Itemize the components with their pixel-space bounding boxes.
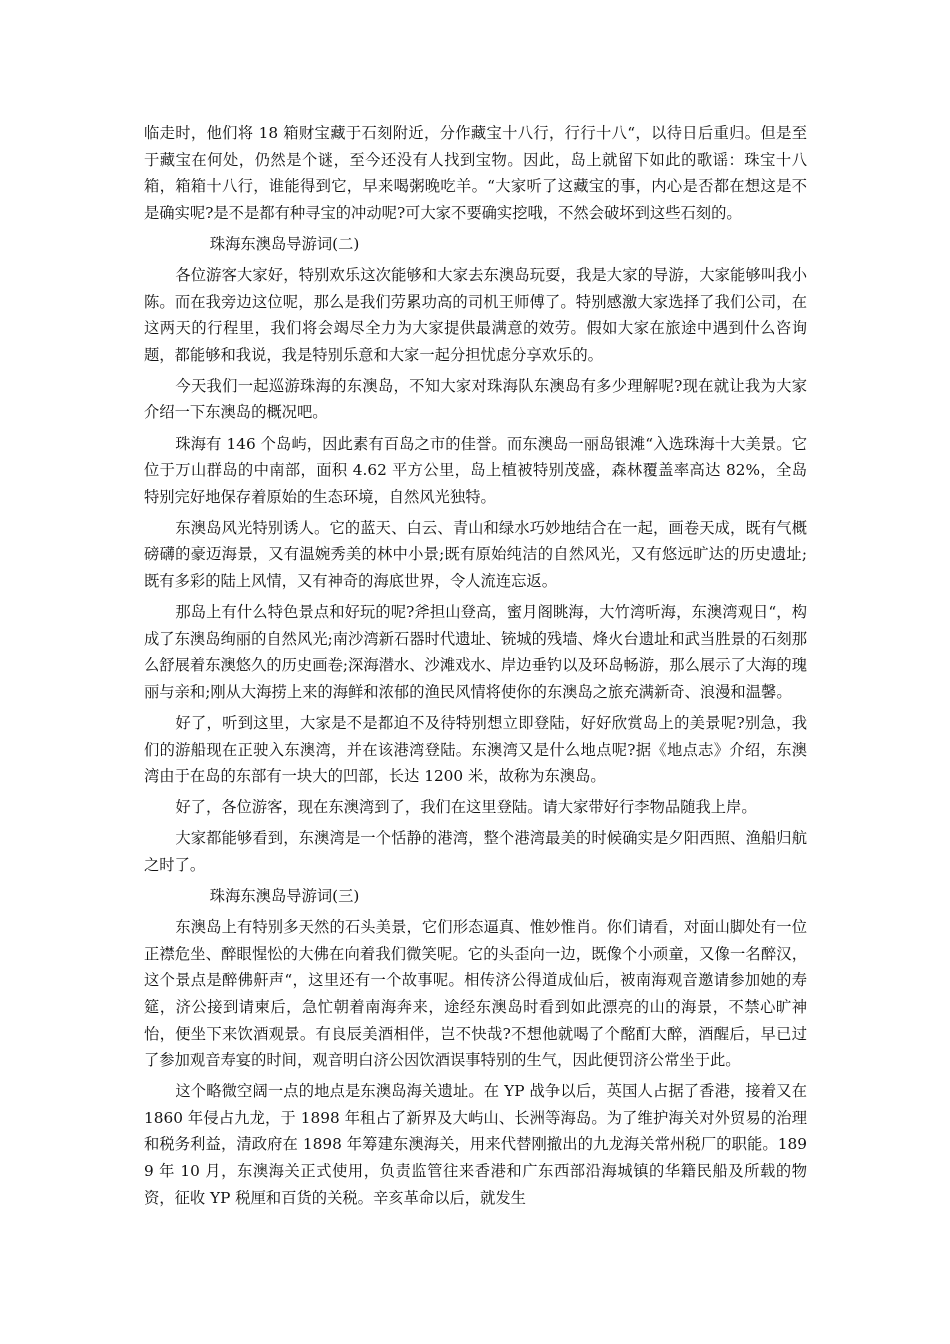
paragraph-bay: 好了，听到这里，大家是不是都迫不及待特别想立即登陆，好好欣赏岛上的美景呢?别急，我们的游船现在正驶入东澳湾，并在该港湾登陆。东澳湾又是什么地点呢?据《地点志》介绍，东澳湾由于在岛的东部有一块大的凹部，长达 1200 米，故称为东澳岛。 xyxy=(144,713,807,786)
paragraph-continuation: 临走时，他们将 18 箱财宝藏于石刻附近，分作藏宝十八行，行行十八“，以待日后重归。但是至于藏宝在何处，仍然是个谜，至今还没有人找到宝物。因此，岛上就留下如此的歌谣：珠宝十八箱，箱箱十八行，谁能得到它，早来喝粥晚吃羊。“大家听了这藏宝的事，内心是否都在想这是不是确实呢?是不是都有种寻宝的冲动呢?可大家不要确实挖哦，不然会破坏到这些石刻的。 xyxy=(144,124,807,222)
paragraph-greeting: 各位游客大家好，特别欢乐这次能够和大家去东澳岛玩耍，我是大家的导游，大家能够叫我小陈。而在我旁边这位呢，那么是我们劳累功高的司机王师傅了。特别感激大家选择了我们公司，在这两天的行程里，我们将会竭尽全力为大家提供最满意的效劳。假如大家在旅途中遇到什么咨询题，都能够和我说，我是特别乐意和大家一起分担忧虑分享欢乐的。 xyxy=(144,265,807,364)
paragraph-attractions: 那岛上有什么特色景点和好玩的呢?斧担山登高，蜜月阁眺海，大竹湾听海，东澳湾观日“，构成了东澳岛绚丽的自然风光;南沙湾新石器时代遗址、铳城的残墙、烽火台遗址和武当胜景的石刻那么舒展着东澳悠久的历史画卷;深海潜水、沙滩戏水、岸边垂钓以及环岛畅游，那么展示了大海的瑰丽与亲和;刚从大海捞上来的海鲜和浓郁的渔民风情将使你的东澳岛之旅充满新奇、浪漫和温馨。 xyxy=(144,603,807,701)
section-heading-3: 珠海东澳岛导游词(三) xyxy=(209,887,360,906)
document-page xyxy=(144,120,807,1211)
section-heading-2: 珠海东澳岛导游词(二) xyxy=(209,234,360,253)
paragraph-stone-buddha: 东澳岛上有特别多天然的石头美景，它们形态逼真、惟妙惟肖。你们请看，对面山脚处有一位正襟危坐、醉眼惺忪的大佛在向着我们微笑呢。它的头歪向一边，既像个小顽童，又像一名醉汉，这个景点是醉佛鼾声“，这里还有一个故事呢。相传济公得道成仙后，被南海观音邀请参加她的寿筵，济公接到请柬后，急忙朝着南海奔来，途经东澳岛时看到如此漂亮的山的海景，不禁心旷神怡，便坐下来饮酒观景。有良辰美酒相伴，岂不快哉?不想他就喝了个酩酊大醉，酒醒后，早已过了参加观音寿宴的时间，观音明白济公因饮酒误事特别的生气，因此便罚济公常坐于此。 xyxy=(144,918,807,1070)
paragraph-scenery: 东澳岛风光特别诱人。它的蓝天、白云、青山和绿水巧妙地结合在一起，画卷天成，既有气概磅礴的豪迈海景，又有温婉秀美的林中小景;既有原始纯洁的自然风光，又有悠远旷达的历史遗址;既有多彩的陆上风情，又有神奇的海底世界，令人流连忘返。 xyxy=(144,518,807,590)
paragraph-sunset: 大家都能够看到，东澳湾是一个恬静的港湾，整个港湾最美的时候确实是夕阳西照、渔船归航之时了。 xyxy=(144,829,807,874)
paragraph-customs-ruins: 这个略微空阔一点的地点是东澳岛海关遗址。在 YP 战争以后，英国人占据了香港，接着又在 1860 年侵占九龙，于 1898 年租占了新界及大屿山、长洲等海岛。为了维护海关对外贸易的治理和税务利益，清政府在 1898 年筹建东澳海关，用来代替刚撤出的九龙海关常州税厂的职能。1899 年 10 月，东澳海关正式使用，负责监管往来香港和广东西部沿海城镇的华籍民船及所载的物资，征收 YP 税厘和百货的关税。辛亥革命以后，就发生 xyxy=(144,1082,807,1207)
paragraph-islands: 珠海有 146 个岛屿，因此素有百岛之市的佳誉。而东澳岛一丽岛银滩“入选珠海十大美景。它位于万山群岛的中南部，面积 4.62 平方公里，岛上植被特别茂盛，森林覆盖率高达 82%，全岛特别完好地保存着原始的生态环境，自然风光独特。 xyxy=(144,434,807,506)
paragraph-landing: 好了，各位游客，现在东澳湾到了，我们在这里登陆。请大家带好行李物品随我上岸。 xyxy=(175,798,757,817)
paragraph-intro: 今天我们一起巡游珠海的东澳岛，不知大家对珠海队东澳岛有多少理解呢?现在就让我为大家介绍一下东澳岛的概况吧。 xyxy=(144,376,807,422)
